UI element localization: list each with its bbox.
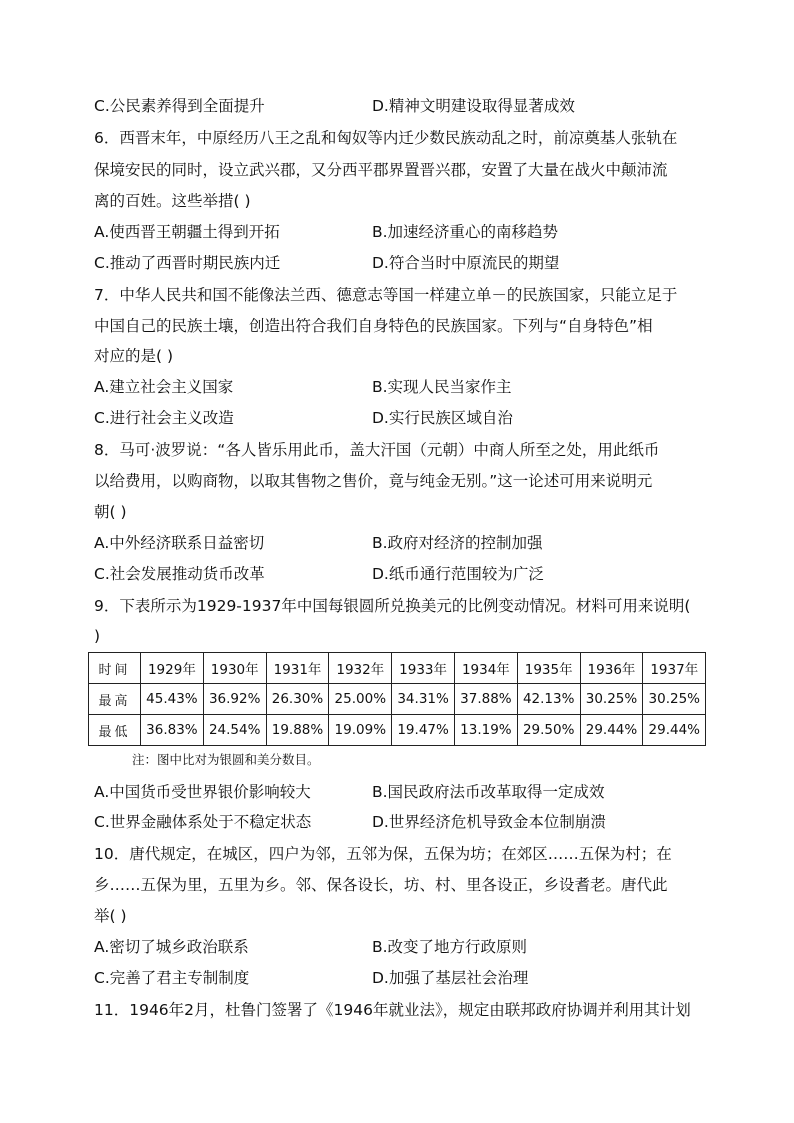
table-note: 注：图中比对为银圆和美分数目。 — [132, 752, 320, 767]
table-cell: 42.13% — [517, 684, 580, 715]
q7-stem-line-3: 对应的是( ) — [94, 347, 174, 365]
table-year-cell: 1936年 — [580, 653, 643, 684]
table-row-label: 最低 — [89, 715, 141, 746]
q7-stem-line-1: 7．中华人民共和国不能像法兰西、德意志等国一样建立单－的民族国家，只能立足于 — [94, 286, 678, 304]
table-year-cell: 1929年 — [141, 653, 204, 684]
q9-stem-line-1: 9．下表所示为1929-1937年中国每银圆所兑换美元的比例变动情况。材料可用来说明( — [94, 597, 691, 615]
q8-option-a: A.中外经济联系日益密切 — [94, 534, 265, 552]
q9-stem-line-2: ) — [94, 627, 101, 645]
table-row-highest — [89, 684, 706, 715]
table-cell: 19.88% — [266, 715, 329, 746]
table-year-cell: 1935年 — [517, 653, 580, 684]
table-year-cell: 1937年 — [643, 653, 706, 684]
q8-stem-line-1: 8．马可·波罗说：“各人皆乐用此币，盖大汗国（元朝）中商人所至之处，用此纸币 — [94, 441, 660, 459]
table-cell: 29.44% — [643, 715, 706, 746]
q7-option-d: D.实行民族区域自治 — [372, 409, 513, 427]
q10-option-c: C.完善了君主专制制度 — [94, 969, 250, 987]
q10-stem-line-1: 10．唐代规定，在城区，四户为邻，五邻为保，五保为坊；在郊区……五保为村；在 — [94, 845, 672, 863]
q11-stem-line-1: 11．1946年2月，杜鲁门签署了《1946年就业法》，规定由联邦政府协调并利用其计划 — [94, 1001, 691, 1019]
table-cell: 19.47% — [392, 715, 455, 746]
q6-stem-line-3: 离的百姓。这些举措( ) — [94, 192, 251, 210]
q9-option-b: B.国民政府法币改革取得一定成效 — [372, 783, 605, 801]
q6-option-c: C.推动了西晋时期民族内迁 — [94, 254, 281, 272]
table-cell: 34.31% — [392, 684, 455, 715]
q6-stem-line-1: 6．西晋末年，中原经历八王之乱和匈奴等内迁少数民族动乱之时，前凉奠基人张轨在 — [94, 129, 678, 147]
table-header-label: 时间 — [89, 653, 141, 684]
table-year-cell: 1934年 — [454, 653, 517, 684]
q5-option-d: D.精神文明建设取得显著成效 — [372, 97, 575, 115]
table-year-cell: 1931年 — [266, 653, 329, 684]
table-cell: 30.25% — [580, 684, 643, 715]
table-year-cell: 1932年 — [329, 653, 392, 684]
q10-option-a: A.密切了城乡政治联系 — [94, 938, 249, 956]
table-cell: 24.54% — [203, 715, 266, 746]
q8-stem-line-3: 朝( ) — [94, 503, 127, 521]
table-year-cell: 1933年 — [392, 653, 455, 684]
q10-stem-line-2: 乡……五保为里，五里为乡。邻、保各设长，坊、村、里各设正，乡设耆老。唐代此 — [94, 876, 668, 894]
q8-option-c: C.社会发展推动货币改革 — [94, 565, 265, 583]
q7-option-c: C.进行社会主义改造 — [94, 409, 234, 427]
table-year-cell: 1930年 — [203, 653, 266, 684]
table-cell: 29.44% — [580, 715, 643, 746]
q6-option-b: B.加速经济重心的南移趋势 — [372, 223, 559, 241]
table-cell: 36.92% — [203, 684, 266, 715]
q6-option-d: D.符合当时中原流民的期望 — [372, 254, 560, 272]
q6-option-a: A.使西晋王朝疆土得到开拓 — [94, 223, 280, 241]
q6-stem-line-2: 保境安民的同时，设立武兴郡，又分西平郡界置晋兴郡，安置了大量在战火中颠沛流 — [94, 161, 668, 179]
table-cell: 29.50% — [517, 715, 580, 746]
q10-option-d: D.加强了基层社会治理 — [372, 969, 529, 987]
q7-stem-line-2: 中国自己的民族土壤，创造出符合我们自身特色的民族国家。下列与“自身特色”相 — [94, 317, 653, 335]
q8-stem-line-2: 以给费用，以购商物，以取其售物之售价，竟与纯金无别。”这一论述可用来说明元 — [94, 472, 653, 490]
table-cell: 30.25% — [643, 684, 706, 715]
q7-option-a: A.建立社会主义国家 — [94, 378, 234, 396]
table-header-row — [89, 653, 706, 684]
table-cell: 26.30% — [266, 684, 329, 715]
q7-option-b: B.实现人民当家作主 — [372, 378, 512, 396]
table-row-label: 最高 — [89, 684, 141, 715]
table-cell: 37.88% — [454, 684, 517, 715]
q10-option-b: B.改变了地方行政原则 — [372, 938, 528, 956]
exchange-rate-table — [88, 652, 706, 746]
q9-option-a: A.中国货币受世界银价影响较大 — [94, 783, 311, 801]
table-cell: 25.00% — [329, 684, 392, 715]
q9-option-d: D.世界经济危机导致金本位制崩溃 — [372, 813, 606, 831]
q8-option-b: B.政府对经济的控制加强 — [372, 534, 543, 552]
q8-option-d: D.纸币通行范围较为广泛 — [372, 565, 544, 583]
table-cell: 36.83% — [141, 715, 204, 746]
table-cell: 13.19% — [454, 715, 517, 746]
table-row-lowest — [89, 715, 706, 746]
q9-option-c: C.世界金融体系处于不稳定状态 — [94, 813, 312, 831]
table-cell: 19.09% — [329, 715, 392, 746]
q10-stem-line-3: 举( ) — [94, 907, 127, 925]
table-cell: 45.43% — [141, 684, 204, 715]
q5-option-c: C.公民素养得到全面提升 — [94, 97, 265, 115]
